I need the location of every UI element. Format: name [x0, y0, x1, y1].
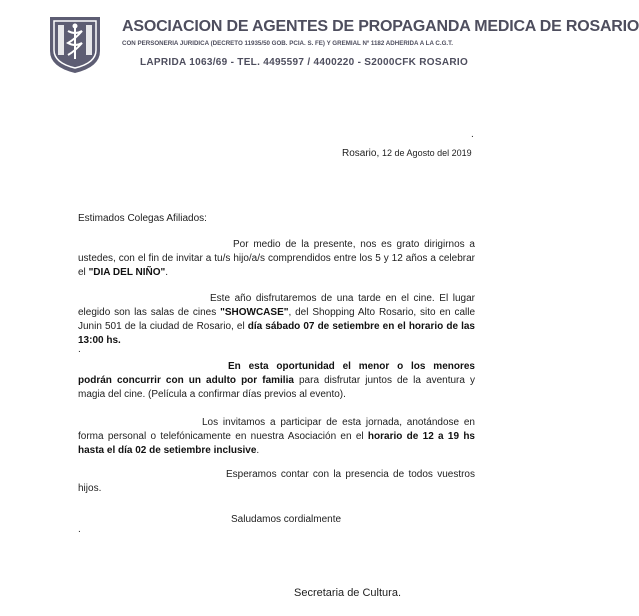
paragraph-attendance	[78, 360, 475, 402]
p2-text-1: Este año disfrutaremos de una tarde en el cine. El lugar elegido son las salas de cines	[78, 293, 475, 318]
stray-mark-2: .	[78, 344, 81, 355]
p4-bold-deadline: horario de 12 a 19 hs hasta el día 02 de setiembre inclusive	[78, 431, 475, 456]
signature: Secretaria de Cultura.	[294, 587, 401, 599]
legal-registration-line: CON PERSONERIA JURIDICA (DECRETO 11935/50 GOB. PCIA. S. FE) Y GREMIAL Nº 1182 ADHERIDA A LA C.G.T.	[122, 40, 453, 47]
p3-bold-rule: En esta oportunidad el menor o los menores podrán concurrir con un adulto por familia	[78, 361, 475, 386]
closing-salutation: Saludamos cordialmente	[231, 514, 342, 525]
paragraph-hope	[78, 468, 475, 496]
p1-text-1: Por medio de la presente, nos es grato dirigirnos a ustedes, con el fin de invitar a tu/s hijo/a/s comprendidos entre los 5 y 12 años a celebrar el	[78, 239, 475, 278]
p1-bold-event: "DIA DEL NIÑO"	[88, 267, 166, 278]
date-line	[342, 146, 532, 161]
p3-text-1: para disfrutar juntos de la aventura y magia del cine. (Película a confirmar días previos al evento).	[78, 375, 475, 400]
paragraph-location	[78, 292, 475, 348]
p4-text-2: .	[256, 445, 260, 456]
stray-mark: .	[471, 129, 474, 140]
paragraph-registration	[78, 416, 475, 458]
p2-text-2: , del Shopping Alto Rosario, sito en calle Junin 501 de la ciudad de Rosario, el	[78, 307, 476, 332]
paragraph-invitation	[78, 238, 475, 280]
stray-mark-3: .	[78, 524, 81, 535]
p5-text: Esperamos contar con la presencia de todos vuestros hijos.	[78, 469, 475, 494]
p1-text-2: .	[165, 267, 169, 278]
p2-bold-venue: "SHOWCASE"	[220, 307, 289, 318]
address-line: LAPRIDA 1063/69 - TEL. 4495597 / 4400220 - S2000CFK ROSARIO	[140, 57, 469, 68]
greeting: Estimados Colegas Afiliados:	[78, 213, 207, 224]
organization-name: ASOCIACION DE AGENTES DE PROPAGANDA MEDICA DE ROSARIO	[122, 18, 639, 35]
p4-text-1: Los invitamos a participar de esta jornada, anotándose en forma personal o telefónicamente en nuestra Asociación en el	[78, 417, 475, 442]
date-value: 12 de Agosto del 2019	[382, 148, 472, 158]
association-emblem-logo	[44, 13, 106, 75]
p2-bold-datetime: día sábado 07 de setiembre en el horario de las 13:00 hs.	[78, 321, 475, 346]
date-place: Rosario,	[342, 148, 380, 159]
